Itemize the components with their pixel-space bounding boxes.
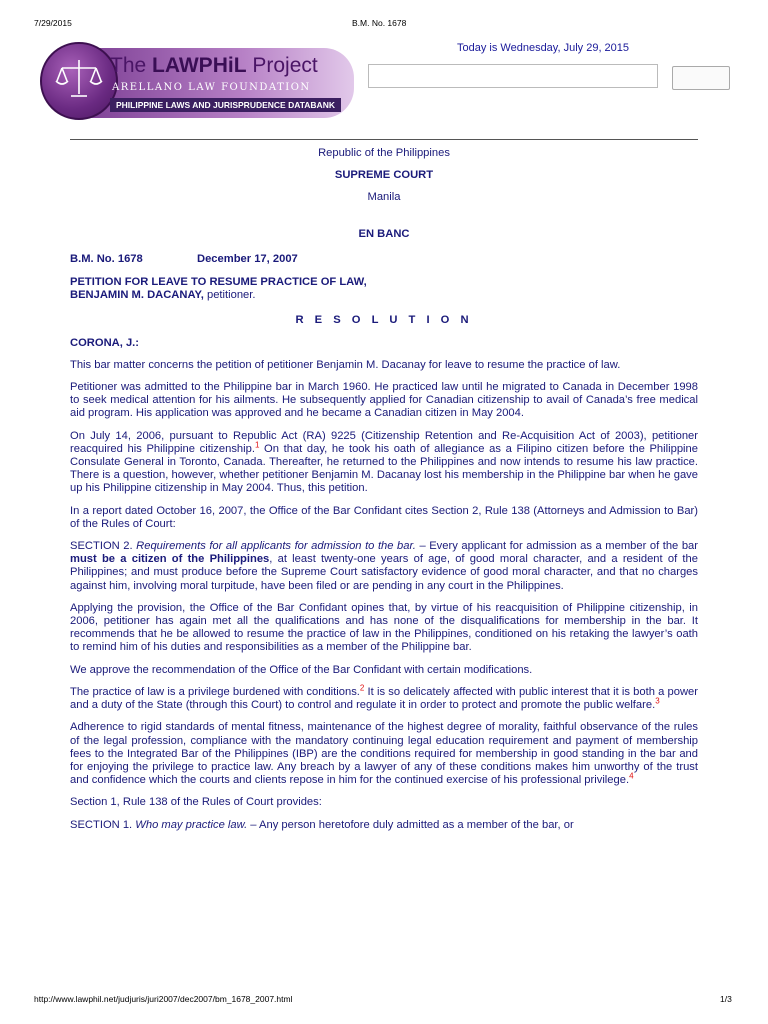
republic-line: Republic of the Philippines xyxy=(318,147,450,159)
today-date: Today is Wednesday, July 29, 2015 xyxy=(457,42,630,54)
document-body xyxy=(70,147,698,841)
paragraph-9: Section 1, Rule 138 of the Rules of Court provides: xyxy=(70,796,322,809)
paragraph-2: Petitioner was admitted to the Philippine bar in March 1960. He practiced law until he migrated to Canada in December 1998 to seek medical attention for his ailments. He subsequently applied for Canadian citizenship to avail of Canada’s free medical aid program. His application was approved and he became a Canadian citizen in May 2004. xyxy=(70,381,698,420)
paragraph-6: We approve the recommendation of the Office of the Bar Confidant with certain modifications. xyxy=(70,663,533,676)
print-date: 7/29/2015 xyxy=(34,18,72,28)
search-button[interactable] xyxy=(672,66,730,90)
quoted-section-2: SECTION 2. Requirements for all applicants for admission to the bar. – Every applicant for admission as a member of the bar must be a citizen of the Philippines, at least twenty-one years of age, of good moral character, and a resident of the Philippines; and must produce before the Supreme Court satisfactory evidence of good moral character, and that no charges against him, involving moral turpitude, have been filed or are pending in any court in the Philippines. xyxy=(70,540,698,592)
scales-of-justice-icon xyxy=(52,54,106,108)
decision-date: December 17, 2007 xyxy=(197,252,298,265)
case-caption xyxy=(70,276,698,302)
caption-party: BENJAMIN M. DACANAY, petitioner. xyxy=(70,289,256,302)
caption-title: PETITION FOR LEAVE TO RESUME PRACTICE OF LAW, xyxy=(70,276,367,289)
search-input[interactable] xyxy=(368,64,658,88)
quoted-section-1: SECTION 1. Who may practice law. – Any person heretofore duly admitted as a member of the bar, or xyxy=(70,818,574,831)
paragraph-1: This bar matter concerns the petition of petitioner Benjamin M. Dacanay for leave to resume the practice of law. xyxy=(70,358,621,371)
header-divider xyxy=(70,139,698,140)
lawphil-banner[interactable] xyxy=(40,40,360,120)
footnote-1-link[interactable]: 1 xyxy=(254,440,260,450)
paragraph-8: Adherence to rigid standards of mental fitness, maintenance of the highest degree of morality, faithful observance of the rules of the legal profession, compliance with the mandatory continuing legal education requirement and payment of membership fees to the Integrated Bar of the Philippines (IBP) are the conditions required for membership in good standing in the bar and for enjoying the privilege to practice law. Any breach by a lawyer of any of these conditions makes him unworthy of the trust and confidence which the courts and clients repose in him for the continued exercise of his professional privilege.$^4$ xyxy=(70,721,698,787)
case-number-line xyxy=(70,253,698,266)
court-city: Manila xyxy=(367,191,401,204)
lawphil-logo xyxy=(40,42,118,120)
division: EN BANC xyxy=(358,227,410,240)
paragraph-5: Applying the provision, the Office of the Bar Confidant opines that, by virtue of his reacquisition of Philippine citizenship, in 2006, petitioner has again met all the qualifications and has none of the disqualifications for membership in the bar. It recommends that he be allowed to resume the practice of law in the Philippines, conditioned on his retaking the lawyer’s oath to remind him of his duties and responsibilities as a member of the Philippine bar. xyxy=(70,601,698,654)
page-number: 1/3 xyxy=(720,994,732,1004)
page-url: http://www.lawphil.net/judjuris/juri2007/dec2007/bm_1678_2007.html xyxy=(34,994,293,1004)
resolution-heading: R E S O L U T I O N xyxy=(295,314,473,327)
print-title: B.M. No. 1678 xyxy=(352,18,407,28)
ponente: CORONA, J.: xyxy=(70,336,139,349)
banner-title: The LAWPHiL Project xyxy=(110,54,318,77)
banner-foundation: ARELLANO LAW FOUNDATION xyxy=(112,82,311,93)
banner-databank: PHILIPPINE LAWS AND JURISPRUDENCE DATABANK xyxy=(110,98,341,112)
court-name: SUPREME COURT xyxy=(334,169,434,182)
footnote-4-link[interactable]: 4 xyxy=(629,771,634,781)
footnote-2-link[interactable]: 2 xyxy=(359,683,365,693)
case-number: B.M. No. 1678 xyxy=(70,252,143,265)
paragraph-7: The practice of law is a privilege burdened with conditions.$^2$ It is so delicately affected with public interest that it is both a power and a duty of the State (through this Court) to control and regulate it in order to protect and promote the public welfare.$^3$ xyxy=(70,683,698,712)
paragraph-4: In a report dated October 16, 2007, the Office of the Bar Confidant cites Section 2, Rule 138 (Attorneys and Admission to Bar) of the Rules of Court: xyxy=(70,504,698,530)
footnote-3-link[interactable]: 3 xyxy=(655,696,660,706)
paragraph-3: On July 14, 2006, pursuant to Republic Act (RA) 9225 (Citizenship Retention and Re-Acquisition Act of 2003), petitioner reacquired his Philippine citizenship.$^1$ On that day, he took his oath of allegiance as a Filipino citizen before the Philippine Consulate General in Toronto, Canada. Thereafter, he returned to the Philippines and now intends to resume his law practice. There is a question, however, whether petitioner Benjamin M. Dacanay lost his membership in the Philippine bar when he gave up his Philippine citizenship in May 2004. Thus, this petition. xyxy=(70,429,698,495)
